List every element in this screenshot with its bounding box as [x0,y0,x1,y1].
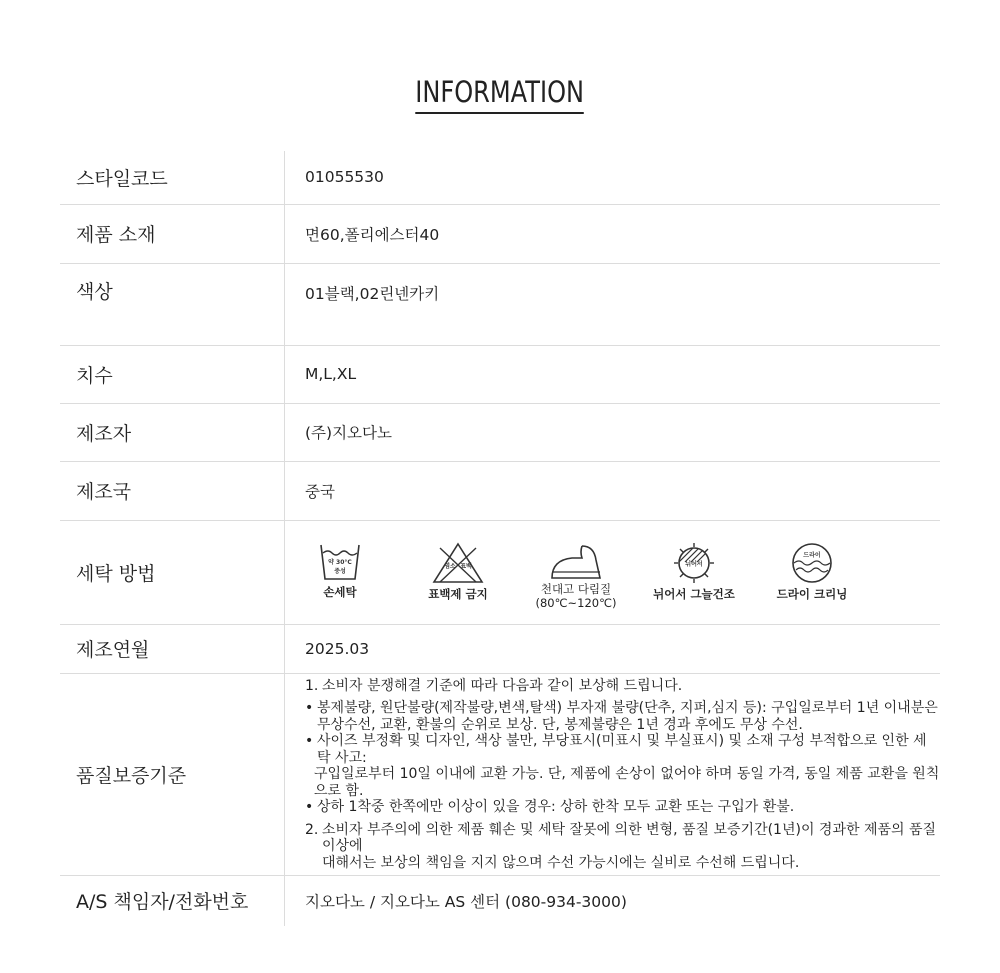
wash-item-hand [281,542,399,600]
row-warranty [60,673,940,876]
warranty-bullet1-b: 무상수선, 교환, 환불의 순위로 보상. 단, 봉제불량은 1년 경과 후에도 무상 수선. [317,716,803,733]
row-maker [60,403,940,461]
warranty-bullet2-b: 구입일로부터 10일 이내에 교환 가능. 단, 제품에 손상이 없어야 하며 동일 가격, 동일 제품 교환을 원칙으로 함. [314,766,940,799]
hand-wash-icon [318,542,362,582]
value-color-text: 01블랙,02린넨카키 [305,284,440,303]
value-as: 지오다노 / 지오다노 AS 센터 (080-934-3000) [305,892,627,911]
value-warranty [285,673,941,876]
label-material: 제품 소재 [60,204,285,263]
warranty-line1-text: 소비자 분쟁해결 기준에 따라 다음과 같이 보상해 드립니다. [322,677,683,694]
warranty-bullet1 [305,700,940,717]
row-country [60,461,940,520]
caption-no-bleach: 표백제 금지 [428,587,488,601]
hand-wash-temp: 약 30°C [328,559,352,566]
dry-clean-icon [789,542,835,584]
row-color [60,263,940,345]
wash-item-bleach [399,542,517,602]
label-date: 제조연월 [60,624,285,673]
label-country: 제조국 [60,461,285,520]
caption-hand-wash: 손세탁 [323,585,357,599]
value-size: M,L,XL [285,345,941,403]
label-color [60,263,285,345]
warranty-line1 [305,678,940,695]
bleach-bleach: 표백 [460,563,472,570]
row-washing [60,520,940,624]
wash-item-dry [635,542,753,602]
value-maker: (주)지오다노 [285,403,941,461]
bleach-chlorine: 염소 [444,563,456,570]
wash-item-iron [517,542,635,610]
label-style-code: 스타일코드 [60,151,285,204]
label-maker: 제조자 [60,403,285,461]
label-size: 치수 [60,345,285,403]
warranty-line2-a: 소비자 부주의에 의한 제품 훼손 및 세탁 잘못에 의한 변형, 품질 보증기간(1년)이 경과한 제품의 품질이상에 [322,821,937,854]
warranty-bullet3-text: 상하 1착중 한쪽에만 이상이 있을 경우: 상하 한착 모두 교환 또는 구입가 환불. [317,799,795,815]
value-washing [285,520,941,624]
caption-iron: 천대고 다림질 [540,582,612,596]
caption-dry-clean: 드라이 크리닝 [776,587,848,601]
warranty-bullet3 [305,799,940,816]
value-style-code: 01055530 [285,151,941,204]
row-style-code [60,151,940,204]
bullet-1: • [305,700,314,716]
row-date [60,624,940,673]
no-bleach-icon [432,542,484,584]
shade-dry-icon [671,542,717,584]
label-as: A/S 책임자/전화번호 [60,876,285,926]
dry-flat: 뉘어서 [685,561,703,568]
warranty-line2-cont [305,855,940,872]
warranty-bullet1-a: 봉제불량, 원단불량(제작불량,변색,탈색) 부자재 불량(단추, 지퍼,심지 등): 구입일로부터 1년 이내분은 [317,700,938,716]
warranty-line2 [305,822,940,855]
bullet-3: • [305,799,314,815]
warranty-bullet2-a: 사이즈 부정확 및 디자인, 색상 불만, 부당표시(미표시 및 부실표시) 및 소재 구성 부적합으로 인한 세탁 사고: [317,733,927,766]
row-material [60,204,940,263]
value-date: 2025.03 [285,624,941,673]
dry-clean-text: 드라이 [803,552,821,559]
warranty-bullet2 [305,733,940,766]
value-material: 면60,폴리에스터40 [285,204,941,263]
hand-wash-neutral: 중성 [334,568,346,575]
iron-icon [548,542,604,582]
wash-item-dryclean [753,542,871,602]
label-washing: 세탁 방법 [60,520,285,624]
bullet-2: • [305,733,314,749]
warranty-line2-b: 대해서는 보상의 책임을 지지 않으며 수선 가능시에는 실비로 수선해 드립니다. [322,854,800,871]
page-title: INFORMATION [416,72,585,114]
wash-icons [305,542,940,610]
caption-shade-dry: 뉘어서 그늘건조 [653,587,735,601]
label-warranty: 품질보증기준 [60,673,285,876]
info-table [60,151,940,926]
value-color [285,263,941,345]
warranty-bullet1-cont [305,717,940,734]
info-title-wrap [0,72,1000,114]
warranty-bullet2-cont [305,766,940,799]
warranty-text [305,678,940,872]
label-color-text: 색상 [76,280,113,303]
caption-iron-temp: (80℃~120℃) [535,596,617,610]
row-as [60,876,940,926]
warranty-num1: 1. [305,677,319,694]
value-country: 중국 [285,461,941,520]
warranty-num2: 2. [305,821,319,838]
row-size [60,345,940,403]
